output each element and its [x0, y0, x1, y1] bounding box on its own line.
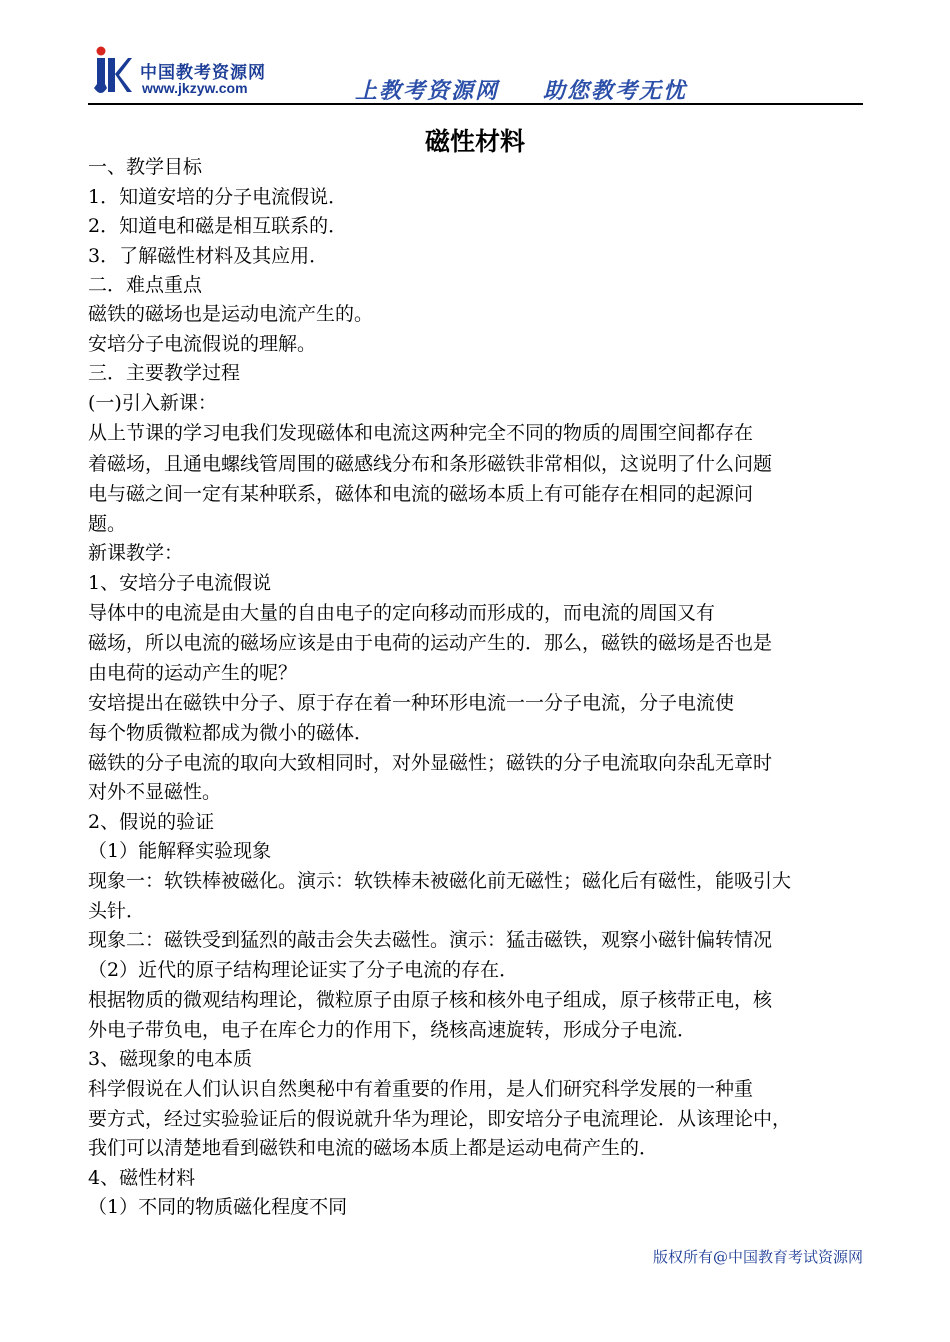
body-line: （1）能解释实验现象 — [88, 840, 272, 862]
logo-site-url: www.jkzyw.com — [142, 80, 248, 96]
body-line: 新课教学： — [88, 542, 184, 564]
body-line: 对外不显磁性。 — [88, 781, 222, 803]
slogan-left: 上教考资源网 — [355, 78, 500, 104]
body-line: 现象一：软铁棒被磁化。演示：软铁棒未被磁化前无磁性；磁化后有磁性，能吸引大 — [88, 870, 792, 892]
body-line: 1、安培分子电流假说 — [88, 572, 272, 594]
body-line: 二．难点重点 — [88, 274, 203, 296]
body-line: 1．知道安培的分子电流假说． — [88, 186, 348, 208]
body-line: 三．主要教学过程 — [88, 362, 241, 384]
slogan-right: 助您教考无忧 — [543, 78, 688, 104]
body-line: 磁铁的分子电流的取向大致相同时，对外显磁性；磁铁的分子电流取向杂乱无章时 — [88, 752, 773, 774]
body-line: 科学假说在人们认识自然奥秘中有着重要的作用，是人们研究科学发展的一种重 — [88, 1078, 754, 1100]
body-line: 安培分子电流假说的理解。 — [88, 333, 317, 355]
body-line: 外电子带负电，电子在库仑力的作用下，绕核高速旋转，形成分子电流． — [88, 1019, 697, 1041]
body-line: 一、教学目标 — [88, 156, 203, 178]
logo-site-name: 中国教考资源网 — [140, 63, 266, 83]
body-line: 由电荷的运动产生的呢？ — [88, 662, 298, 684]
header-slogan — [355, 74, 687, 105]
body-line: 安培提出在磁铁中分子、原于存在着一种环形电流一一分子电流，分子电流使 — [88, 692, 735, 714]
body-line: 2、假说的验证 — [88, 811, 215, 833]
body-line: 导体中的电流是由大量的自由电子的定向移动而形成的，而电流的周国又有 — [88, 602, 716, 624]
document-title: 磁性材料 — [424, 127, 525, 156]
body-line: (一)引入新课： — [88, 392, 217, 414]
body-line: （1）不同的物质磁化程度不同 — [88, 1196, 348, 1218]
body-line: 头针． — [88, 900, 146, 922]
body-line: 3．了解磁性材料及其应用． — [88, 245, 329, 267]
header-divider — [88, 103, 863, 105]
body-line: 题。 — [88, 513, 127, 535]
body-line: 每个物质微粒都成为微小的磁体． — [88, 722, 374, 744]
body-line: 磁场，所以电流的磁场应该是由于电荷的运动产生的．那么，磁铁的磁场是否也是 — [88, 632, 773, 654]
body-line: 我们可以清楚地看到磁铁和电流的磁场本质上都是运动电荷产生的． — [88, 1137, 659, 1159]
body-line: 电与磁之间一定有某种联系，磁体和电流的磁场本质上有可能存在相同的起源问 — [88, 483, 754, 505]
body-line: （2）近代的原子结构理论证实了分子电流的存在． — [88, 959, 519, 981]
body-line: 从上节课的学习电我们发现磁体和电流这两种完全不同的物质的周围空间都存在 — [88, 422, 754, 444]
body-line: 现象二：磁铁受到猛烈的敲击会失去磁性。演示：猛击磁铁，观察小磁针偏转情况 — [88, 929, 773, 951]
body-line: 根据物质的微观结构理论，微粒原子由原子核和核外电子组成，原子核带正电，核 — [88, 989, 773, 1011]
body-line: 着磁场，且通电螺线管周围的磁感线分布和条形磁铁非常相似，这说明了什么问题 — [88, 453, 773, 475]
body-line: 3、磁现象的电本质 — [88, 1048, 253, 1070]
jk-logo-icon — [92, 46, 132, 98]
body-line: 4、磁性材料 — [88, 1167, 196, 1189]
body-line: 2．知道电和磁是相互联系的． — [88, 215, 348, 237]
body-line: 磁铁的磁场也是运动电流产生的。 — [88, 303, 374, 325]
copyright-footer: 版权所有@中国教育考试资源网 — [652, 1248, 863, 1266]
body-line: 要方式，经过实验验证后的假说就升华为理论，即安培分子电流理论．从该理论中， — [88, 1108, 792, 1130]
